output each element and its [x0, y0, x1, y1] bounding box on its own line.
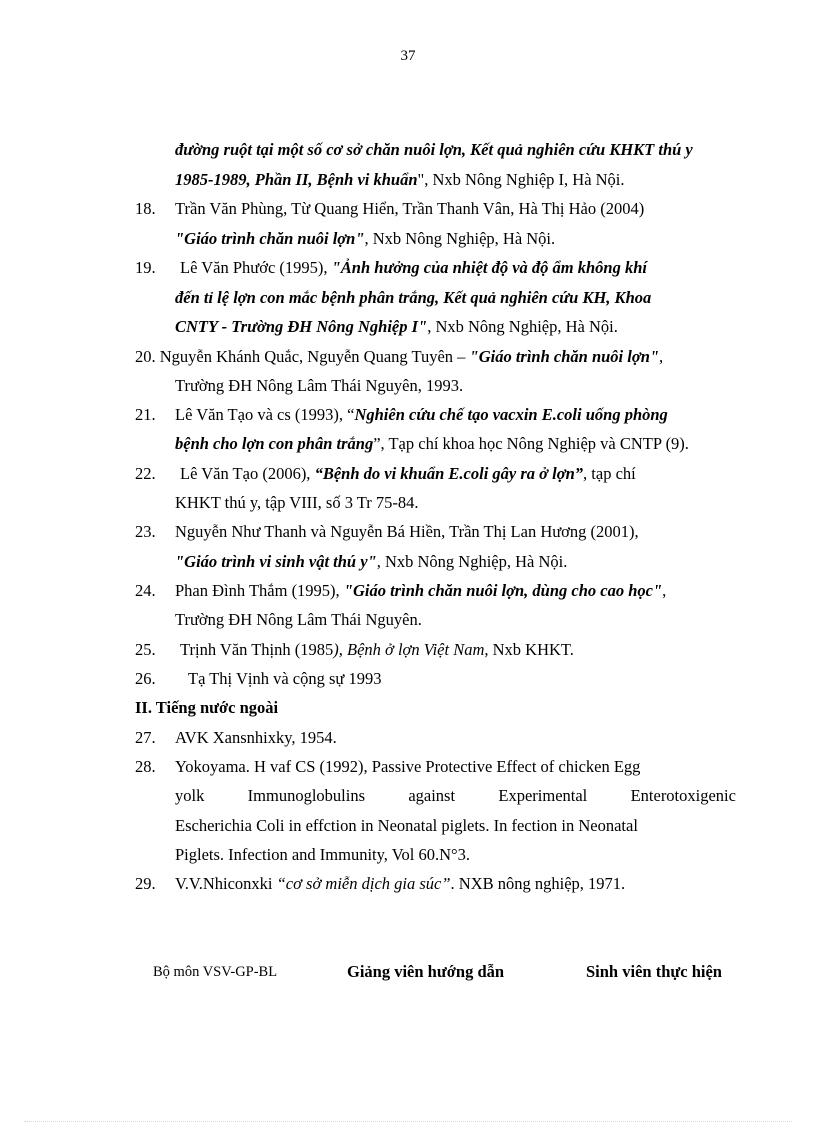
advisor-label: Giảng viên hướng dẫn	[347, 962, 505, 981]
ref-29-line-1: V.V.Nhiconxki “cơ sở miễn dịch gia súc”. NXB nông nghiệp, 1971.	[175, 874, 626, 893]
ref-24-number: 24.	[135, 581, 156, 600]
department-label: Bộ môn VSV-GP-BL	[153, 964, 278, 980]
ref-28-number: 28.	[135, 757, 156, 776]
ref-19-line-2: đến tỉ lệ lợn con mắc bệnh phân trắng, Kết quả nghiên cứu KH, Khoa	[175, 288, 652, 307]
ref-24-line-2: Trường ĐH Nông Lâm Thái Nguyên.	[175, 610, 422, 629]
ref-19-line-3: CNTY - Trường ĐH Nông Nghiệp I", Nxb Nông Nghiệp, Hà Nội.	[175, 317, 618, 336]
ref-18-line-1: Trần Văn Phùng, Từ Quang Hiển, Trần Thanh Vân, Hà Thị Hảo (2004)	[175, 199, 645, 218]
ref-27-line-1: AVK Xansnhixky, 1954.	[175, 728, 337, 747]
ref-26-number: 26.	[135, 669, 156, 688]
ref-17-cont-line-2: 1985-1989, Phần II, Bệnh vi khuẩn", Nxb Nông Nghiệp I, Hà Nội.	[175, 170, 625, 189]
ref-21-number: 21.	[135, 405, 156, 424]
ref-20-line-1: 20. Nguyễn Khánh Quắc, Nguyễn Quang Tuyên – "Giáo trình chăn nuôi lợn",	[135, 347, 664, 366]
ref-27-number: 27.	[135, 728, 156, 747]
ref-29-number: 29.	[135, 874, 156, 893]
ref-21-line-1: Lê Văn Tạo và cs (1993), “Nghiên cứu chế tạo vacxin E.coli uống phòng	[175, 405, 668, 424]
section-heading: II. Tiếng nước ngoài	[135, 698, 279, 717]
ref-22-line-2: KHKT thú y, tập VIII, số 3 Tr 75-84.	[175, 493, 419, 512]
ref-23-line-2: "Giáo trình vi sinh vật thú y", Nxb Nông Nghiệp, Hà Nội.	[175, 552, 568, 571]
ref-18-line-2: "Giáo trình chăn nuôi lợn", Nxb Nông Nghiệp, Hà Nội.	[175, 229, 556, 248]
ref-26-line-1: Tạ Thị Vịnh và cộng sự 1993	[188, 669, 382, 688]
ref-19-number: 19.	[135, 258, 156, 277]
ref-23-number: 23.	[135, 522, 156, 541]
ref-21-line-2: bệnh cho lợn con phân trắng”, Tạp chí khoa học Nông Nghiệp và CNTP (9).	[175, 434, 689, 453]
ref-28-line-1: Yokoyama. H vaf CS (1992), Passive Protective Effect of chicken Egg	[175, 757, 641, 776]
ref-28-line-3: Escherichia Coli in effction in Neonatal piglets. In fection in Neonatal	[175, 816, 638, 835]
ref-17-cont-line-1: đường ruột tại một số cơ sở chăn nuôi lợn, Kết quả nghiên cứu KHKT thú y	[175, 140, 693, 159]
ref-24-line-1: Phan Đình Thắm (1995), "Giáo trình chăn nuôi lợn, dùng cho cao học",	[175, 581, 667, 600]
ref-18-number: 18.	[135, 199, 156, 218]
ref-25-number: 25.	[135, 640, 156, 659]
ref-19-line-1: Lê Văn Phước (1995), "Ảnh hưởng của nhiệt độ và độ ẩm không khí	[180, 258, 647, 277]
page-bottom-divider	[24, 1121, 792, 1122]
student-label: Sinh viên thực hiện	[586, 962, 722, 981]
ref-25-line-1: Trịnh Văn Thịnh (1985), Bệnh ở lợn Việt Nam, Nxb KHKT.	[180, 640, 574, 659]
ref-28-line-2: yolk Immunoglobulins against Experimental Enterotoxigenic	[175, 786, 736, 805]
page-number: 37	[400, 48, 416, 64]
ref-28-line-4: Piglets. Infection and Immunity, Vol 60.N°3.	[175, 845, 471, 864]
ref-20-line-2: Trường ĐH Nông Lâm Thái Nguyên, 1993.	[175, 376, 464, 395]
ref-22-line-1: Lê Văn Tạo (2006), “Bệnh do vi khuẩn E.coli gây ra ở lợn”, tạp chí	[180, 464, 636, 483]
ref-22-number: 22.	[135, 464, 156, 483]
ref-23-line-1: Nguyễn Như Thanh và Nguyễn Bá Hiền, Trần Thị Lan Hương (2001),	[175, 522, 639, 541]
